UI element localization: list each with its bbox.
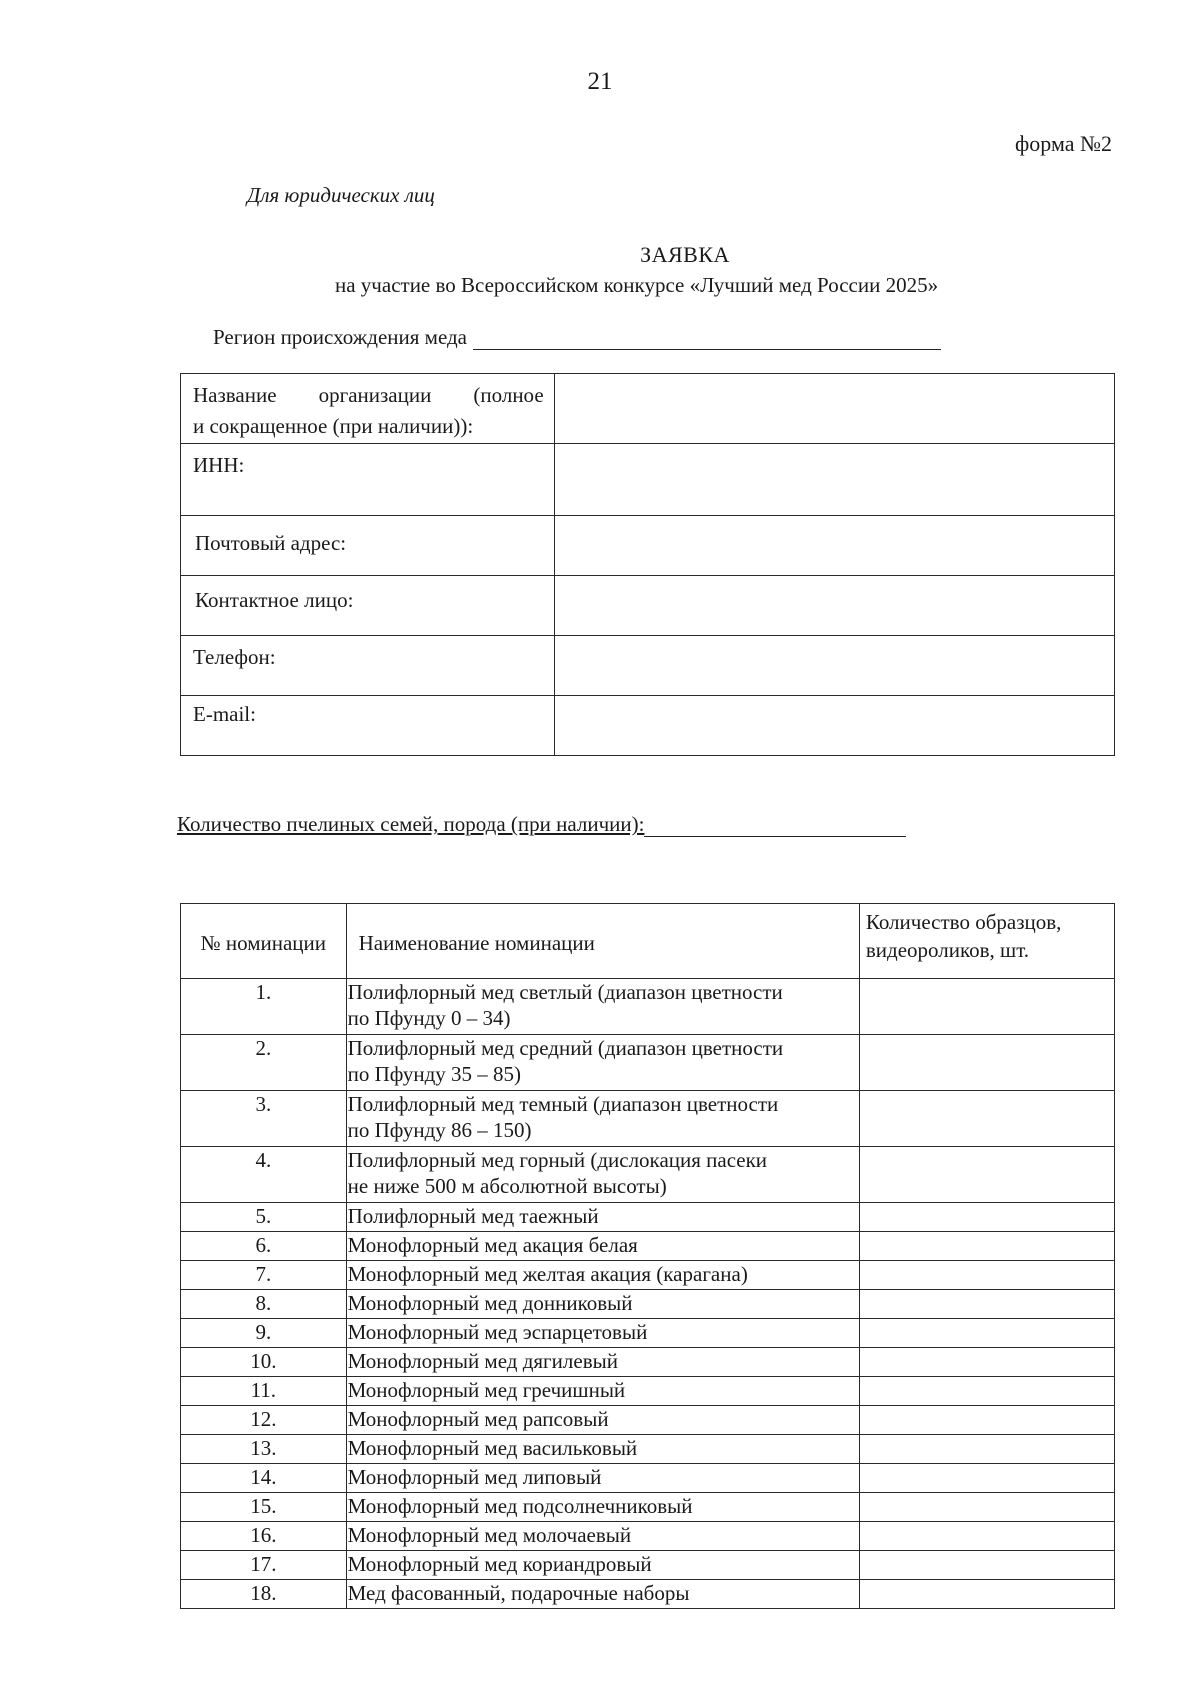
sample-count-cell[interactable]	[859, 1522, 1114, 1551]
nomination-name: Монофлорный мед желтая акация (карагана)	[346, 1261, 859, 1290]
nomination-name	[346, 1091, 859, 1147]
nomination-number: 4.	[181, 1147, 347, 1203]
sample-count-cell[interactable]	[859, 1203, 1114, 1232]
nomination-name-line1: Полифлорный мед светлый (диапазон цветности	[347, 980, 783, 1004]
table-row	[181, 1290, 1115, 1319]
nomination-number: 15.	[181, 1493, 347, 1522]
email-value-cell[interactable]	[554, 696, 1114, 756]
table-row	[181, 1035, 1115, 1091]
phone-value-cell[interactable]	[554, 636, 1114, 696]
nomination-name-line2: по Пфунду 86 – 150)	[347, 1118, 532, 1142]
form-number: форма №2	[1015, 131, 1112, 156]
table-row	[181, 1203, 1115, 1232]
org-name-label	[181, 374, 555, 444]
nomination-number: 10.	[181, 1348, 347, 1377]
sample-count-cell[interactable]	[859, 1377, 1114, 1406]
sample-count-cell[interactable]	[859, 1464, 1114, 1493]
nomination-number: 3.	[181, 1091, 347, 1147]
nomination-name: Монофлорный мед молочаевый	[346, 1522, 859, 1551]
table-row	[181, 1319, 1115, 1348]
bee-colonies-blank[interactable]	[644, 816, 906, 837]
nomination-name: Мед фасованный, подарочные наборы	[346, 1580, 859, 1609]
document-title: ЗАЯВКА	[640, 242, 730, 267]
table-row	[181, 1261, 1115, 1290]
org-name-value-cell[interactable]	[554, 374, 1114, 444]
nomination-name: Монофлорный мед донниковый	[346, 1290, 859, 1319]
nomination-number: 5.	[181, 1203, 347, 1232]
bee-colonies-label: Количество пчелиных семей, порода (при наличии):	[177, 812, 645, 836]
header-nomination-name: Наименование номинации	[346, 904, 859, 979]
table-row	[181, 1348, 1115, 1377]
table-row	[181, 1493, 1115, 1522]
table-row	[181, 1580, 1115, 1609]
org-name-label-line1: Название организации (полное	[193, 383, 544, 407]
email-label: E-mail:	[181, 696, 555, 756]
nomination-name	[346, 979, 859, 1035]
postal-address-label: Почтовый адрес:	[181, 516, 555, 576]
table-row	[181, 1522, 1115, 1551]
nomination-number: 8.	[181, 1290, 347, 1319]
nomination-name-line1: Полифлорный мед темный (диапазон цветности	[347, 1092, 779, 1116]
sample-count-cell[interactable]	[859, 1435, 1114, 1464]
nomination-name-line2: по Пфунду 0 – 34)	[347, 1006, 511, 1030]
sample-count-cell[interactable]	[859, 1261, 1114, 1290]
nomination-name: Монофлорный мед дягилевый	[346, 1348, 859, 1377]
nomination-number: 9.	[181, 1319, 347, 1348]
sample-count-cell[interactable]	[859, 1493, 1114, 1522]
nomination-name: Монофлорный мед кориандровый	[346, 1551, 859, 1580]
nomination-name: Монофлорный мед гречишный	[346, 1377, 859, 1406]
nomination-name: Монофлорный мед рапсовый	[346, 1406, 859, 1435]
nomination-number: 1.	[181, 979, 347, 1035]
nomination-number: 17.	[181, 1551, 347, 1580]
postal-address-value-cell[interactable]	[554, 516, 1114, 576]
nomination-name-line1: Полифлорный мед средний (диапазон цветности	[347, 1036, 784, 1060]
postal-address-row	[181, 516, 1115, 576]
sample-count-cell[interactable]	[859, 1348, 1114, 1377]
header-sample-count-line2: видеороликов, шт.	[865, 938, 1030, 962]
nomination-name: Монофлорный мед подсолнечниковый	[346, 1493, 859, 1522]
bee-colonies-line	[177, 812, 906, 837]
sample-count-cell[interactable]	[859, 1580, 1114, 1609]
sample-count-cell[interactable]	[859, 1035, 1114, 1091]
region-of-origin-blank[interactable]	[473, 329, 941, 350]
table-row	[181, 1147, 1115, 1203]
nomination-number: 18.	[181, 1580, 347, 1609]
nomination-name: Монофлорный мед акация белая	[346, 1232, 859, 1261]
org-name-label-line2: и сокращенное (при наличии)):	[193, 414, 474, 438]
nomination-number: 6.	[181, 1232, 347, 1261]
sample-count-cell[interactable]	[859, 1319, 1114, 1348]
inn-label: ИНН:	[181, 444, 555, 516]
header-sample-count-line1: Количество образцов,	[865, 910, 1062, 934]
phone-row	[181, 636, 1115, 696]
phone-label: Телефон:	[181, 636, 555, 696]
table-row	[181, 1551, 1115, 1580]
table-row	[181, 1406, 1115, 1435]
table-row	[181, 1232, 1115, 1261]
header-nomination-number: № номинации	[181, 904, 347, 979]
nomination-number: 2.	[181, 1035, 347, 1091]
contact-person-value-cell[interactable]	[554, 576, 1114, 636]
contact-person-row	[181, 576, 1115, 636]
organization-info-table	[180, 373, 1115, 756]
region-of-origin-label: Регион происхождения меда	[213, 325, 467, 349]
document-subtitle: на участие во Всероссийском конкурсе «Лучший мед России 2025»	[335, 273, 939, 297]
nomination-name: Монофлорный мед липовый	[346, 1464, 859, 1493]
nomination-name: Монофлорный мед эспарцетовый	[346, 1319, 859, 1348]
audience-note: Для юридических лиц	[247, 183, 435, 207]
inn-value-cell[interactable]	[554, 444, 1114, 516]
email-row	[181, 696, 1115, 756]
nomination-name-line1: Полифлорный мед горный (дислокация пасеки	[347, 1148, 768, 1172]
page-number: 21	[587, 68, 613, 95]
nomination-name	[346, 1147, 859, 1203]
nomination-number: 14.	[181, 1464, 347, 1493]
header-sample-count	[859, 904, 1114, 979]
table-row	[181, 1435, 1115, 1464]
nomination-number: 7.	[181, 1261, 347, 1290]
nominations-header-row	[181, 904, 1115, 979]
sample-count-cell[interactable]	[859, 1551, 1114, 1580]
nomination-number: 12.	[181, 1406, 347, 1435]
table-row	[181, 1091, 1115, 1147]
contact-person-label: Контактное лицо:	[181, 576, 555, 636]
table-row	[181, 1464, 1115, 1493]
nomination-number: 13.	[181, 1435, 347, 1464]
nomination-number: 11.	[181, 1377, 347, 1406]
nomination-name-line2: не ниже 500 м абсолютной высоты)	[347, 1174, 667, 1198]
table-row	[181, 1377, 1115, 1406]
sample-count-cell[interactable]	[859, 1232, 1114, 1261]
sample-count-cell[interactable]	[859, 979, 1114, 1035]
sample-count-cell[interactable]	[859, 1406, 1114, 1435]
org-name-row	[181, 374, 1115, 444]
nominations-table	[180, 903, 1115, 1609]
nomination-name: Полифлорный мед таежный	[346, 1203, 859, 1232]
table-row	[181, 979, 1115, 1035]
sample-count-cell[interactable]	[859, 1290, 1114, 1319]
region-of-origin-line	[213, 325, 941, 350]
sample-count-cell[interactable]	[859, 1147, 1114, 1203]
nomination-name	[346, 1035, 859, 1091]
nomination-name: Монофлорный мед васильковый	[346, 1435, 859, 1464]
nomination-number: 16.	[181, 1522, 347, 1551]
sample-count-cell[interactable]	[859, 1091, 1114, 1147]
nomination-name-line2: по Пфунду 35 – 85)	[347, 1062, 522, 1086]
inn-row	[181, 444, 1115, 516]
